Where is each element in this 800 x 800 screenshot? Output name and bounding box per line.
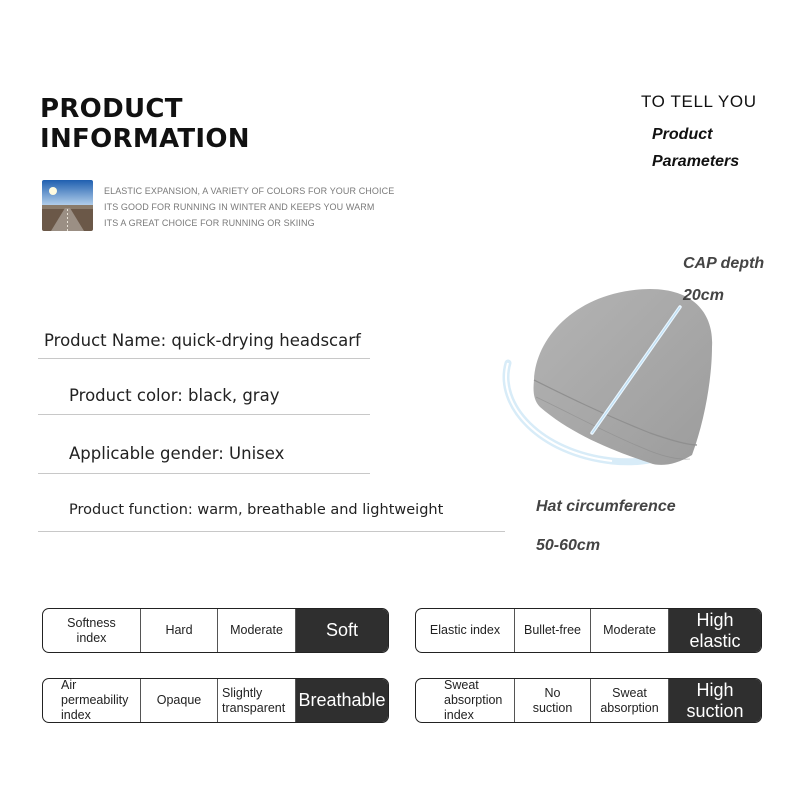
caption-line: ELASTIC EXPANSION, A VARIETY OF COLORS FOR YOUR CHOICE xyxy=(104,186,395,196)
circumference-value: 50-60cm xyxy=(536,537,601,554)
scale-level: Sweat absorption xyxy=(591,679,669,722)
beanie-illustration xyxy=(500,285,725,475)
elastic-index-scale xyxy=(415,608,762,653)
scale-highlight: High suction xyxy=(669,679,761,722)
scale-highlight: Breathable xyxy=(296,679,388,722)
intro-captions xyxy=(104,183,394,231)
scale-highlight: High elastic xyxy=(669,609,761,652)
caption-line: ITS GOOD FOR RUNNING IN WINTER AND KEEPS YOU WARM xyxy=(104,202,375,212)
scale-label: Sweat absorption index xyxy=(416,679,515,722)
air-permeability-index-scale xyxy=(42,678,389,723)
scale-label: Elastic index xyxy=(416,609,515,652)
road-thumbnail xyxy=(42,180,93,231)
cap-depth-value: 20cm xyxy=(683,287,724,304)
spec-function: Product function: warm, breathable and lightweight xyxy=(69,502,444,518)
scale-level: Moderate xyxy=(218,609,296,652)
title-line-1: PRODUCT xyxy=(40,94,183,124)
title-line-2: INFORMATION xyxy=(40,124,250,154)
spec-gender: Applicable gender: Unisex xyxy=(69,444,285,463)
scale-level: Opaque xyxy=(141,679,218,722)
divider xyxy=(38,358,370,359)
divider xyxy=(38,414,370,415)
scale-label: Softness index xyxy=(43,609,141,652)
sweat-absorption-index-scale xyxy=(415,678,762,723)
scale-level: Slightly transparent xyxy=(218,679,296,722)
divider xyxy=(38,531,505,532)
tagline: TO TELL YOU xyxy=(641,92,757,111)
page-title xyxy=(40,94,250,154)
cap-depth-label: CAP depth xyxy=(683,255,765,272)
circumference-label: Hat circumference xyxy=(536,498,676,515)
scale-level: No suction xyxy=(515,679,591,722)
scale-level: Hard xyxy=(141,609,218,652)
params-line-2: Parameters xyxy=(652,153,740,170)
scale-highlight: Soft xyxy=(296,609,388,652)
scale-level: Moderate xyxy=(591,609,669,652)
spec-product-color: Product color: black, gray xyxy=(69,386,280,405)
scale-label: Air permeability index xyxy=(43,679,141,722)
caption-line: ITS A GREAT CHOICE FOR RUNNING OR SKIING xyxy=(104,218,315,228)
scale-level: Bullet-free xyxy=(515,609,591,652)
spec-product-name: Product Name: quick-drying headscarf xyxy=(44,331,361,350)
softness-index-scale xyxy=(42,608,389,653)
divider xyxy=(38,473,370,474)
params-line-1: Product xyxy=(652,126,713,143)
